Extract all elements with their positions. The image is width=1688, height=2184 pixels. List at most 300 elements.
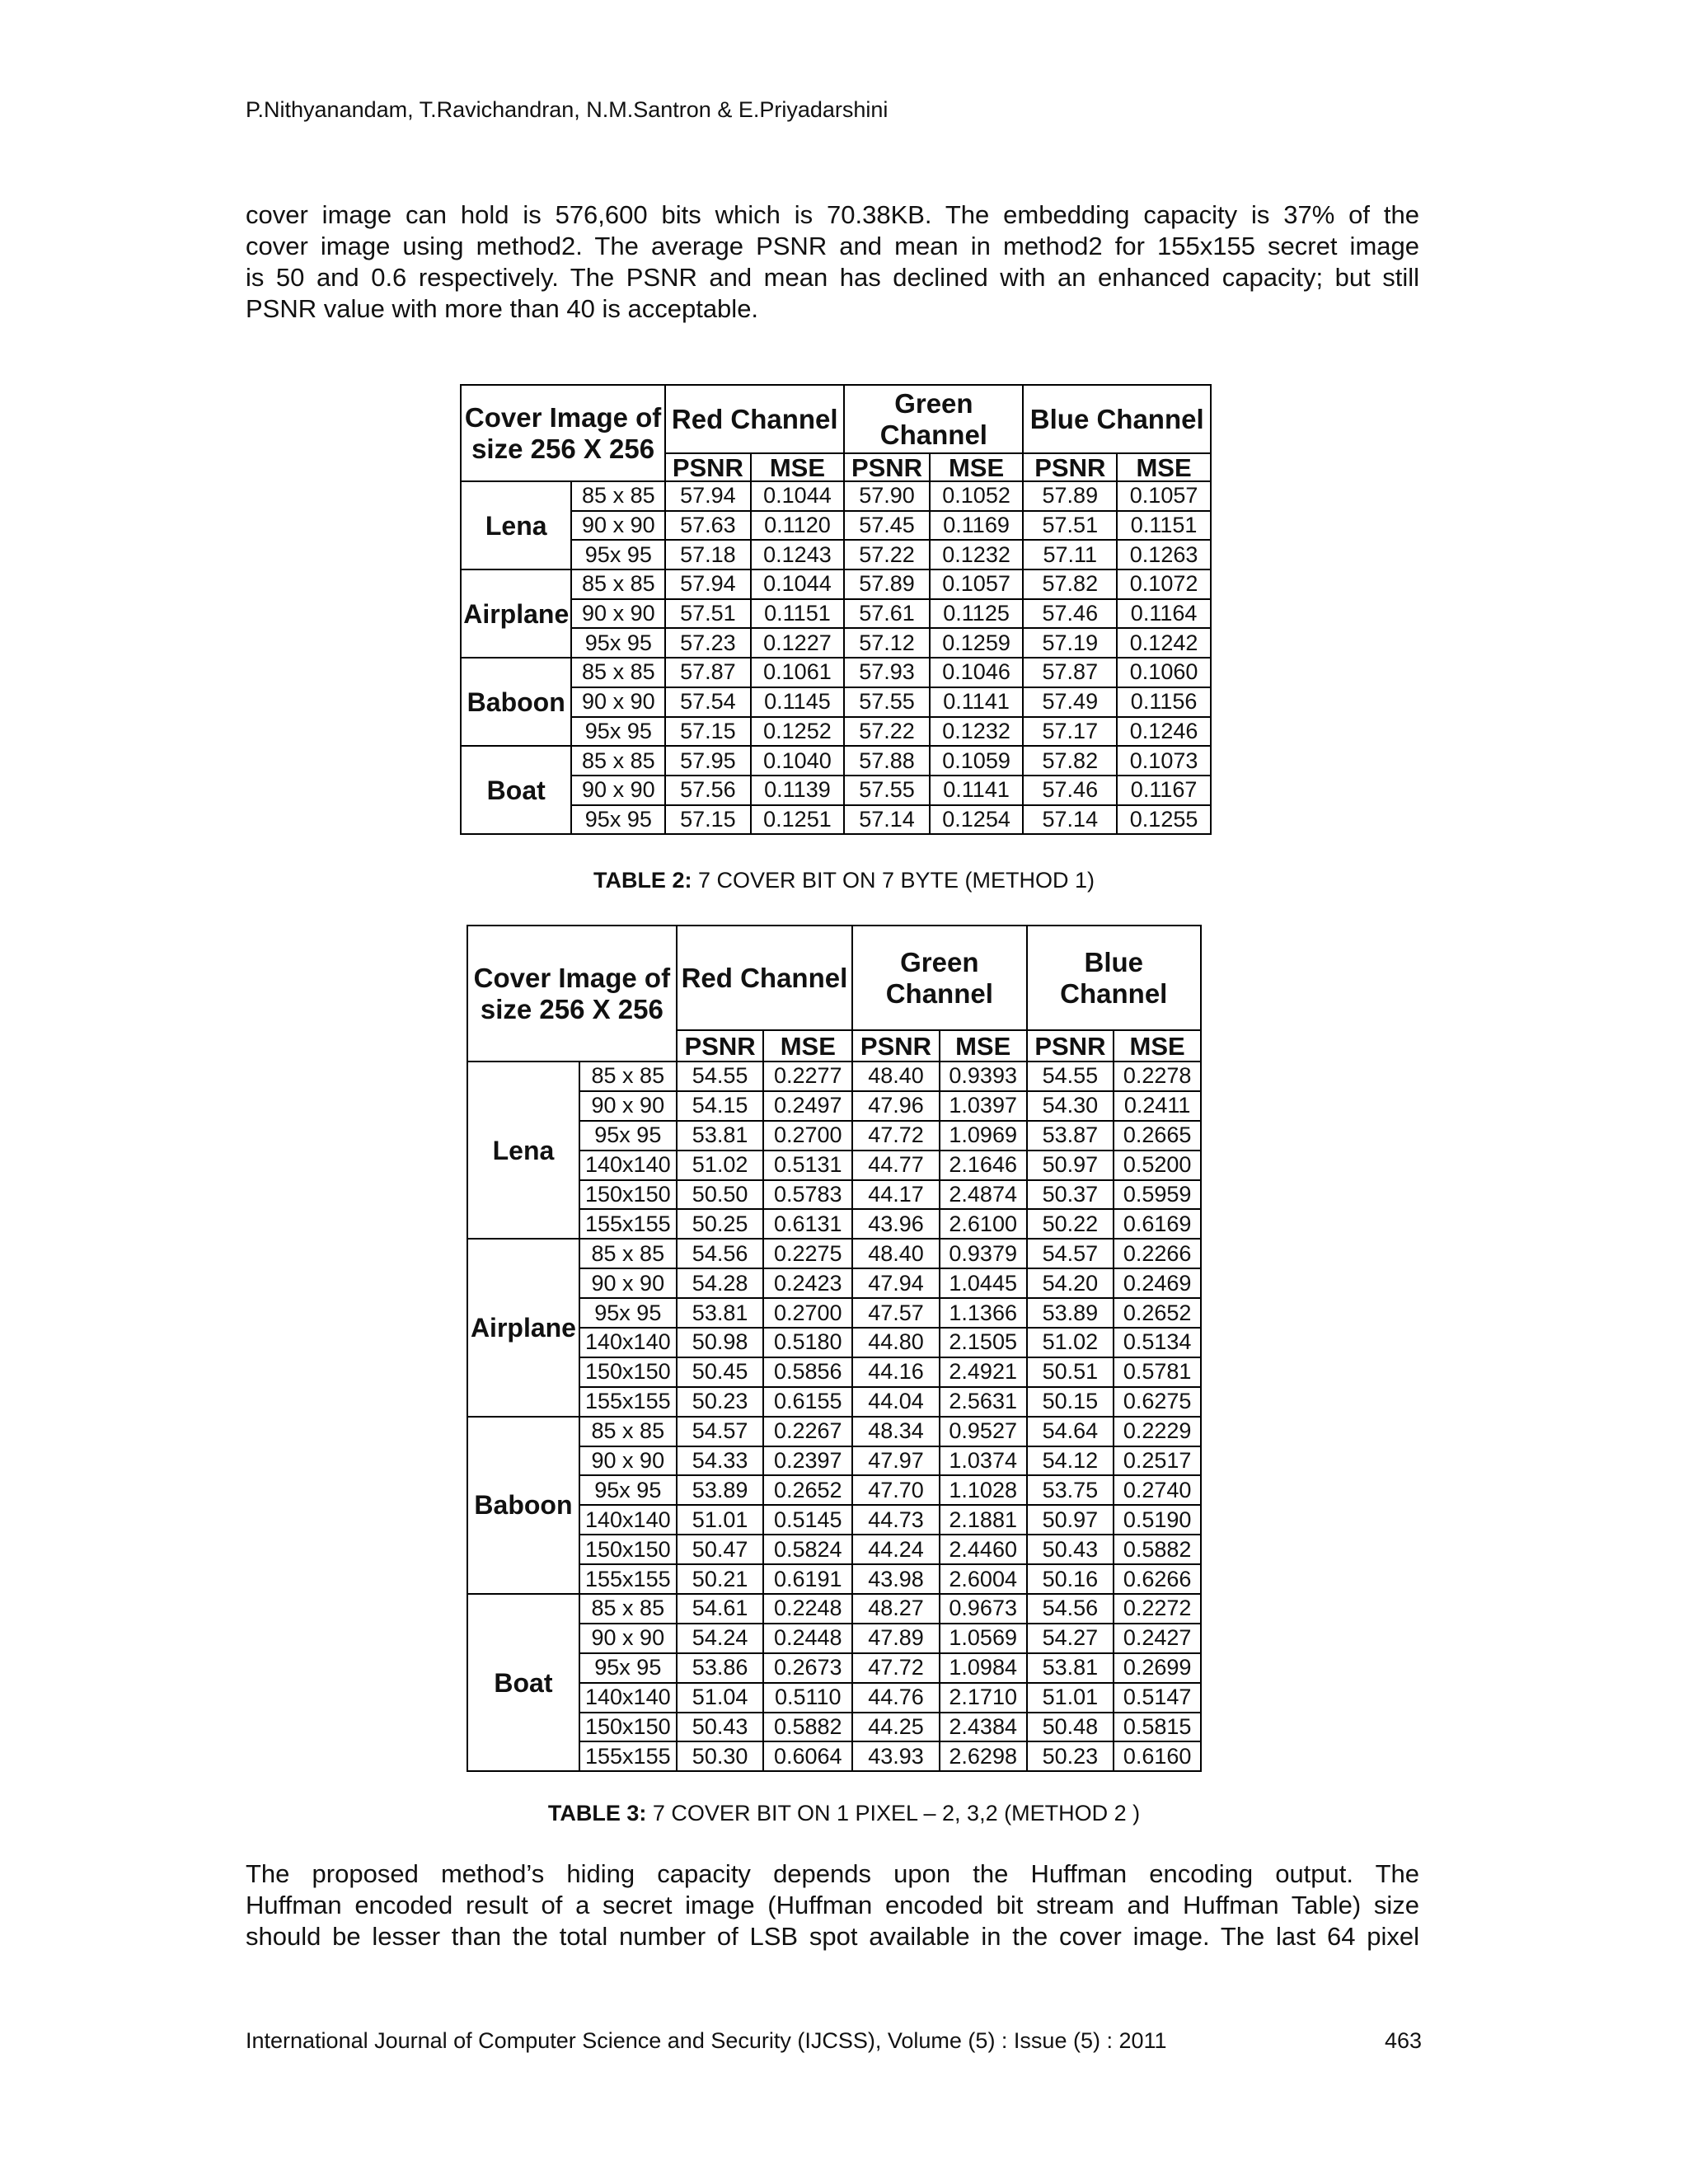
value-cell: 0.2229 [1114,1417,1201,1446]
value-cell: 57.18 [665,540,750,569]
value-cell: 0.1151 [1117,511,1211,541]
value-cell: 0.5180 [763,1328,852,1357]
value-cell: 44.77 [852,1151,940,1180]
value-cell: 54.57 [677,1417,764,1446]
value-cell: 47.72 [852,1121,940,1151]
secret-size-cell: 90 x 90 [571,776,665,805]
value-cell: 53.87 [1027,1121,1114,1151]
body-paragraph-2 [246,1858,1419,1952]
value-cell: 47.70 [852,1475,940,1505]
value-cell: 0.1232 [930,717,1024,747]
value-cell: 54.61 [677,1594,764,1624]
value-cell: 0.2665 [1114,1121,1201,1151]
secret-size-cell: 150x150 [579,1535,677,1564]
value-cell: 53.81 [677,1121,764,1151]
value-cell: 0.5134 [1114,1328,1201,1357]
paragraph-line: Huffman encoded result of a secret image (Huffman encoded bit stream and Huffman Table) size [246,1891,1419,1919]
value-cell: 54.57 [1027,1239,1114,1268]
value-cell: 51.01 [1027,1683,1114,1713]
value-cell: 0.1227 [751,628,845,658]
table-3-caption [0,1801,1688,1826]
value-cell: 53.75 [1027,1475,1114,1505]
secret-size-cell: 140x140 [579,1505,677,1535]
paragraph-line: is 50 and 0.6 respectively. The PSNR and mean has declined with an enhanced capacity; but still [246,263,1419,292]
caption-text: 7 COVER BIT ON 1 PIXEL – 2, 3,2 (METHOD 2 ) [646,1801,1141,1825]
secret-size-cell: 155x155 [579,1209,677,1239]
value-cell: 54.55 [677,1062,764,1091]
value-cell: 43.93 [852,1741,940,1771]
value-cell: 0.2266 [1114,1239,1201,1268]
secret-size-cell: 150x150 [579,1180,677,1210]
value-cell: 0.5882 [1114,1535,1201,1564]
value-cell: 57.90 [844,481,929,511]
value-cell: 0.2652 [1114,1298,1201,1328]
channel-header: Blue Channel [1023,385,1211,453]
value-cell: 57.55 [844,687,929,717]
value-cell: 0.1059 [930,746,1024,776]
value-cell: 0.2411 [1114,1091,1201,1121]
value-cell: 57.82 [1023,746,1117,776]
value-cell: 0.1061 [751,658,845,687]
value-cell: 0.1232 [930,540,1024,569]
value-cell: 44.76 [852,1683,940,1713]
table-row [467,1062,1201,1091]
secret-size-cell: 150x150 [579,1357,677,1387]
value-cell: 0.5959 [1114,1180,1201,1210]
value-cell: 57.46 [1023,599,1117,629]
value-cell: 57.46 [1023,776,1117,805]
secret-size-cell: 90 x 90 [571,687,665,717]
secret-size-cell: 85 x 85 [579,1594,677,1624]
value-cell: 54.33 [677,1446,764,1476]
value-cell: 0.2699 [1114,1653,1201,1683]
value-cell: 57.23 [665,628,750,658]
value-cell: 2.6298 [940,1741,1027,1771]
header-row [467,926,1201,1030]
value-cell: 57.94 [665,569,750,599]
secret-size-cell: 90 x 90 [579,1091,677,1121]
metric-header: MSE [1117,453,1211,481]
value-cell: 0.1252 [751,717,845,747]
value-cell: 2.5631 [940,1387,1027,1417]
paragraph-line: The proposed method’s hiding capacity depends upon the Huffman encoding output. The [246,1859,1419,1888]
table-row [461,628,1211,658]
value-cell: 0.6275 [1114,1387,1201,1417]
value-cell: 57.14 [844,805,929,835]
table-row [461,717,1211,747]
value-cell: 54.20 [1027,1268,1114,1298]
secret-size-cell: 95x 95 [571,628,665,658]
value-cell: 0.2427 [1114,1624,1201,1653]
value-cell: 0.1040 [751,746,845,776]
caption-label: TABLE 2: [593,868,692,893]
table-row [461,805,1211,835]
value-cell: 1.0445 [940,1268,1027,1298]
value-cell: 0.1072 [1117,569,1211,599]
table-2-caption [0,868,1688,893]
value-cell: 0.9673 [940,1594,1027,1624]
metric-header: MSE [763,1030,852,1062]
value-cell: 0.2272 [1114,1594,1201,1624]
value-cell: 0.6169 [1114,1209,1201,1239]
value-cell: 0.1057 [930,569,1024,599]
value-cell: 0.1141 [930,687,1024,717]
value-cell: 54.56 [677,1239,764,1268]
value-cell: 0.5882 [763,1713,852,1742]
metric-header: PSNR [1027,1030,1114,1062]
value-cell: 54.30 [1027,1091,1114,1121]
value-cell: 0.1156 [1117,687,1211,717]
value-cell: 57.89 [844,569,929,599]
value-cell: 50.47 [677,1535,764,1564]
value-cell: 57.54 [665,687,750,717]
value-cell: 0.1046 [930,658,1024,687]
value-cell: 0.5783 [763,1180,852,1210]
value-cell: 0.1145 [751,687,845,717]
secret-size-cell: 95x 95 [579,1653,677,1683]
value-cell: 0.1125 [930,599,1024,629]
value-cell: 0.1073 [1117,746,1211,776]
secret-size-cell: 85 x 85 [571,569,665,599]
value-cell: 47.57 [852,1298,940,1328]
image-name: Airplane [461,569,571,658]
image-name: Lena [467,1062,579,1239]
value-cell: 47.72 [852,1653,940,1683]
value-cell: 57.12 [844,628,929,658]
value-cell: 50.21 [677,1564,764,1594]
value-cell: 0.1242 [1117,628,1211,658]
image-name: Boat [467,1594,579,1771]
value-cell: 0.1243 [751,540,845,569]
value-cell: 50.37 [1027,1180,1114,1210]
value-cell: 50.23 [677,1387,764,1417]
value-cell: 0.2397 [763,1446,852,1476]
value-cell: 53.81 [1027,1653,1114,1683]
page-number: 463 [1385,2028,1423,2053]
value-cell: 57.22 [844,540,929,569]
value-cell: 0.5145 [763,1505,852,1535]
channel-header: Green Channel [844,385,1023,453]
value-cell: 53.89 [1027,1298,1114,1328]
value-cell: 0.1259 [930,628,1024,658]
value-cell: 0.1251 [751,805,845,835]
corner-header: Cover Image of size 256 X 256 [461,385,665,481]
value-cell: 1.0374 [940,1446,1027,1476]
value-cell: 54.24 [677,1624,764,1653]
value-cell: 48.27 [852,1594,940,1624]
value-cell: 48.40 [852,1239,940,1268]
metric-header: MSE [1114,1030,1201,1062]
paragraph-line: should be lesser than the total number of LSB spot available in the cover image. The last 64 pixel [246,1922,1419,1951]
value-cell: 54.28 [677,1268,764,1298]
secret-size-cell: 85 x 85 [571,658,665,687]
secret-size-cell: 150x150 [579,1713,677,1742]
value-cell: 0.1263 [1117,540,1211,569]
value-cell: 57.87 [665,658,750,687]
value-cell: 0.2277 [763,1062,852,1091]
value-cell: 57.93 [844,658,929,687]
value-cell: 0.5110 [763,1683,852,1713]
metric-header: PSNR [677,1030,764,1062]
secret-size-cell: 155x155 [579,1564,677,1594]
value-cell: 57.82 [1023,569,1117,599]
value-cell: 1.1028 [940,1475,1027,1505]
value-cell: 2.1505 [940,1328,1027,1357]
value-cell: 0.2517 [1114,1446,1201,1476]
secret-size-cell: 85 x 85 [579,1417,677,1446]
value-cell: 0.5824 [763,1535,852,1564]
value-cell: 0.2275 [763,1239,852,1268]
value-cell: 0.1139 [751,776,845,805]
value-cell: 1.0569 [940,1624,1027,1653]
paragraph-line: cover image can hold is 576,600 bits which is 70.38KB. The embedding capacity is 37% of the [246,200,1419,229]
secret-size-cell: 90 x 90 [571,511,665,541]
value-cell: 51.02 [677,1151,764,1180]
value-cell: 50.97 [1027,1151,1114,1180]
value-cell: 43.96 [852,1209,940,1239]
value-cell: 57.51 [665,599,750,629]
table-row [467,1594,1201,1624]
table-row [461,540,1211,569]
value-cell: 0.2448 [763,1624,852,1653]
value-cell: 57.63 [665,511,750,541]
metric-header: MSE [940,1030,1027,1062]
value-cell: 57.56 [665,776,750,805]
paragraph-line: cover image using method2. The average PSNR and mean in method2 for 155x155 secret image [246,232,1419,260]
value-cell: 53.86 [677,1653,764,1683]
value-cell: 0.6131 [763,1209,852,1239]
value-cell: 0.2740 [1114,1475,1201,1505]
value-cell: 0.1164 [1117,599,1211,629]
value-cell: 0.1044 [751,481,845,511]
value-cell: 0.1167 [1117,776,1211,805]
value-cell: 44.24 [852,1535,940,1564]
value-cell: 0.2423 [763,1268,852,1298]
image-name: Lena [461,481,571,569]
channel-header: Red Channel [665,385,844,453]
value-cell: 50.43 [677,1713,764,1742]
secret-size-cell: 95x 95 [571,717,665,747]
channel-header: Green Channel [852,926,1026,1030]
footer-journal: International Journal of Computer Science and Security (IJCSS), Volume (5) : Issue (5) : 2011 [246,2028,1167,2053]
value-cell: 0.2652 [763,1475,852,1505]
value-cell: 0.1254 [930,805,1024,835]
value-cell: 2.4921 [940,1357,1027,1387]
secret-size-cell: 95x 95 [579,1475,677,1505]
value-cell: 48.34 [852,1417,940,1446]
value-cell: 2.1710 [940,1683,1027,1713]
value-cell: 54.27 [1027,1624,1114,1653]
metric-header: MSE [930,453,1024,481]
table-row [461,481,1211,511]
value-cell: 0.2673 [763,1653,852,1683]
image-name: Baboon [467,1417,579,1594]
value-cell: 57.45 [844,511,929,541]
secret-size-cell: 85 x 85 [579,1239,677,1268]
value-cell: 54.64 [1027,1417,1114,1446]
value-cell: 50.15 [1027,1387,1114,1417]
value-cell: 50.23 [1027,1741,1114,1771]
value-cell: 44.73 [852,1505,940,1535]
value-cell: 0.1169 [930,511,1024,541]
value-cell: 50.22 [1027,1209,1114,1239]
image-name: Baboon [461,658,571,746]
corner-header: Cover Image of size 256 X 256 [467,926,677,1062]
value-cell: 57.49 [1023,687,1117,717]
value-cell: 57.55 [844,776,929,805]
table-3 [467,925,1202,1772]
table-row [461,776,1211,805]
value-cell: 0.2700 [763,1121,852,1151]
value-cell: 0.6160 [1114,1741,1201,1771]
channel-header: Blue Channel [1027,926,1201,1030]
value-cell: 50.97 [1027,1505,1114,1535]
secret-size-cell: 85 x 85 [571,481,665,511]
value-cell: 1.0969 [940,1121,1027,1151]
secret-size-cell: 90 x 90 [571,599,665,629]
value-cell: 0.5147 [1114,1683,1201,1713]
value-cell: 1.0397 [940,1091,1027,1121]
value-cell: 2.6100 [940,1209,1027,1239]
value-cell: 2.1646 [940,1151,1027,1180]
value-cell: 0.5190 [1114,1505,1201,1535]
value-cell: 51.01 [677,1505,764,1535]
metric-header: MSE [751,453,845,481]
value-cell: 50.50 [677,1180,764,1210]
secret-size-cell: 90 x 90 [579,1268,677,1298]
body-paragraph-1 [246,199,1419,325]
secret-size-cell: 90 x 90 [579,1446,677,1476]
value-cell: 0.6155 [763,1387,852,1417]
value-cell: 57.22 [844,717,929,747]
value-cell: 51.04 [677,1683,764,1713]
value-cell: 47.97 [852,1446,940,1476]
value-cell: 57.87 [1023,658,1117,687]
secret-size-cell: 140x140 [579,1328,677,1357]
value-cell: 57.94 [665,481,750,511]
channel-header: Red Channel [677,926,852,1030]
value-cell: 0.1151 [751,599,845,629]
metric-header: PSNR [844,453,929,481]
header-row [461,385,1211,453]
value-cell: 0.1044 [751,569,845,599]
secret-size-cell: 140x140 [579,1683,677,1713]
value-cell: 54.55 [1027,1062,1114,1091]
value-cell: 0.1052 [930,481,1024,511]
value-cell: 0.9379 [940,1239,1027,1268]
metric-header: PSNR [1023,453,1117,481]
value-cell: 44.16 [852,1357,940,1387]
value-cell: 57.19 [1023,628,1117,658]
table-row [461,599,1211,629]
value-cell: 54.12 [1027,1446,1114,1476]
table-2 [460,384,1212,835]
value-cell: 43.98 [852,1564,940,1594]
value-cell: 0.5856 [763,1357,852,1387]
secret-size-cell: 90 x 90 [579,1624,677,1653]
value-cell: 50.43 [1027,1535,1114,1564]
value-cell: 0.1255 [1117,805,1211,835]
value-cell: 54.15 [677,1091,764,1121]
value-cell: 57.15 [665,717,750,747]
table-row [467,1417,1201,1446]
value-cell: 57.11 [1023,540,1117,569]
value-cell: 0.2497 [763,1091,852,1121]
value-cell: 0.6266 [1114,1564,1201,1594]
value-cell: 57.88 [844,746,929,776]
value-cell: 57.61 [844,599,929,629]
value-cell: 0.1057 [1117,481,1211,511]
value-cell: 50.25 [677,1209,764,1239]
value-cell: 0.6191 [763,1564,852,1594]
value-cell: 44.17 [852,1180,940,1210]
value-cell: 0.5815 [1114,1713,1201,1742]
value-cell: 0.2700 [763,1298,852,1328]
value-cell: 0.2267 [763,1417,852,1446]
value-cell: 0.1246 [1117,717,1211,747]
value-cell: 53.89 [677,1475,764,1505]
secret-size-cell: 85 x 85 [579,1062,677,1091]
value-cell: 44.04 [852,1387,940,1417]
value-cell: 0.1141 [930,776,1024,805]
paragraph-line: PSNR value with more than 40 is acceptable. [246,294,759,323]
secret-size-cell: 95x 95 [571,540,665,569]
value-cell: 50.30 [677,1741,764,1771]
value-cell: 0.6064 [763,1741,852,1771]
value-cell: 57.17 [1023,717,1117,747]
value-cell: 57.14 [1023,805,1117,835]
value-cell: 57.89 [1023,481,1117,511]
value-cell: 44.25 [852,1713,940,1742]
value-cell: 1.1366 [940,1298,1027,1328]
secret-size-cell: 140x140 [579,1151,677,1180]
table-row [461,687,1211,717]
value-cell: 2.1881 [940,1505,1027,1535]
secret-size-cell: 155x155 [579,1387,677,1417]
secret-size-cell: 95x 95 [571,805,665,835]
value-cell: 0.2469 [1114,1268,1201,1298]
value-cell: 50.45 [677,1357,764,1387]
value-cell: 53.81 [677,1298,764,1328]
value-cell: 0.1120 [751,511,845,541]
metric-header: PSNR [665,453,750,481]
value-cell: 48.40 [852,1062,940,1091]
value-cell: 47.89 [852,1624,940,1653]
value-cell: 0.2248 [763,1594,852,1624]
secret-size-cell: 95x 95 [579,1121,677,1151]
value-cell: 44.80 [852,1328,940,1357]
value-cell: 51.02 [1027,1328,1114,1357]
metric-header: PSNR [852,1030,940,1062]
value-cell: 47.96 [852,1091,940,1121]
value-cell: 47.94 [852,1268,940,1298]
value-cell: 57.15 [665,805,750,835]
value-cell: 0.2278 [1114,1062,1201,1091]
value-cell: 2.6004 [940,1564,1027,1594]
value-cell: 2.4460 [940,1535,1027,1564]
value-cell: 2.4384 [940,1713,1027,1742]
page-header-authors: P.Nithyanandam, T.Ravichandran, N.M.Santron & E.Priyadarshini [246,97,889,122]
value-cell: 0.1060 [1117,658,1211,687]
value-cell: 57.95 [665,746,750,776]
value-cell: 57.51 [1023,511,1117,541]
secret-size-cell: 155x155 [579,1741,677,1771]
value-cell: 0.9527 [940,1417,1027,1446]
table-row [461,511,1211,541]
value-cell: 0.5781 [1114,1357,1201,1387]
caption-text: 7 COVER BIT ON 7 BYTE (METHOD 1) [692,868,1095,893]
secret-size-cell: 85 x 85 [571,746,665,776]
